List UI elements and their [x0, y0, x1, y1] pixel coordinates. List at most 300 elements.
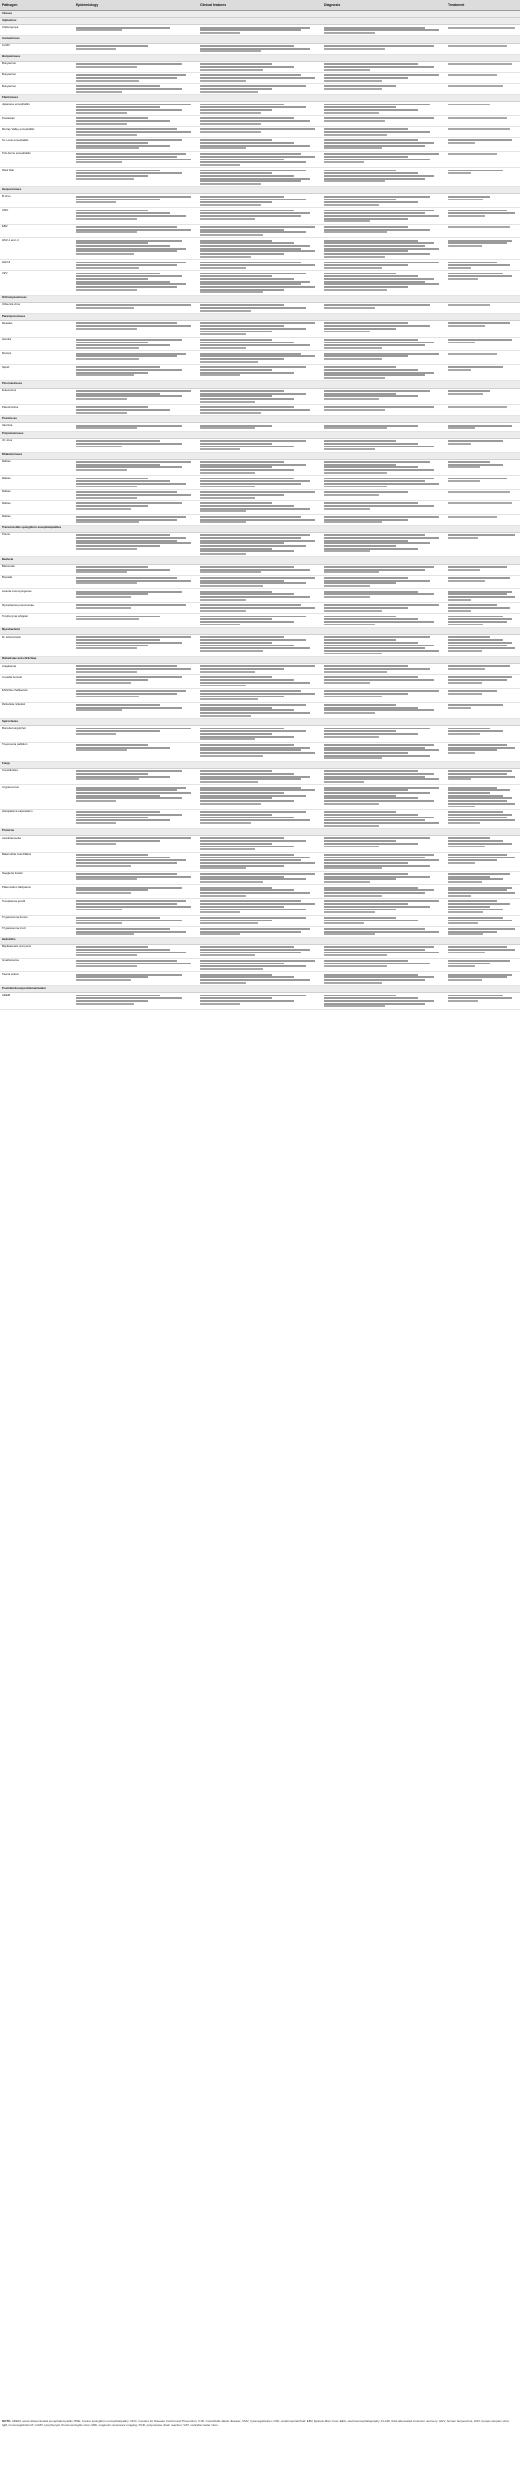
illegible-text-line — [448, 63, 512, 65]
clinical-features-cell — [198, 926, 322, 937]
illegible-text-line — [448, 668, 485, 670]
illegible-text-line — [200, 443, 272, 445]
illegible-text-line — [200, 226, 315, 228]
illegible-text-line — [324, 540, 408, 542]
table-row — [0, 532, 520, 556]
illegible-text-line — [324, 250, 408, 252]
illegible-text-line — [200, 29, 301, 31]
illegible-text-line — [200, 800, 294, 802]
illegible-text-line — [324, 800, 434, 802]
illegible-text-line — [200, 502, 272, 504]
illegible-text-line — [448, 342, 475, 344]
illegible-text-line — [448, 946, 507, 948]
illegible-text-line — [324, 604, 439, 606]
clinical-features-cell — [198, 944, 322, 958]
illegible-text-line — [200, 128, 315, 130]
diagnosis-cell — [322, 151, 446, 167]
category-row — [0, 18, 520, 25]
category-row — [0, 416, 520, 423]
illegible-text-line — [76, 147, 139, 149]
illegible-text-line — [324, 508, 370, 510]
illegible-text-line — [200, 931, 301, 933]
illegible-text-line — [76, 770, 182, 772]
illegible-text-line — [200, 156, 315, 158]
illegible-text-line — [200, 900, 301, 902]
illegible-text-line — [200, 814, 272, 816]
clinical-features-cell — [198, 43, 322, 54]
illegible-text-line — [76, 857, 170, 859]
illegible-text-line — [324, 172, 418, 174]
illegible-text-line — [324, 212, 425, 214]
illegible-text-line — [76, 618, 139, 620]
table-footnote — [2, 2420, 516, 2427]
illegible-text-line — [448, 443, 471, 445]
illegible-text-line — [448, 878, 503, 880]
illegible-text-line — [448, 881, 482, 883]
diagnosis-cell — [322, 809, 446, 828]
illegible-text-line — [76, 795, 160, 797]
diagnosis-cell — [322, 575, 446, 589]
illegible-text-line — [448, 406, 507, 408]
diagnosis-cell — [322, 702, 446, 718]
clinical-features-cell — [198, 61, 322, 72]
illegible-text-line — [324, 480, 425, 482]
illegible-text-line — [324, 639, 396, 641]
illegible-text-line — [324, 982, 382, 984]
illegible-text-line — [324, 85, 396, 87]
pathogen-cell: Nipah — [0, 364, 74, 380]
table-row — [0, 726, 520, 742]
illegible-text-line — [200, 74, 301, 76]
treatment-cell — [446, 532, 520, 556]
illegible-text-line — [200, 361, 258, 363]
treatment-cell — [446, 589, 520, 603]
illegible-text-line — [76, 797, 182, 799]
pathogen-cell: Trypanosoma cruzi — [0, 926, 74, 937]
treatment-cell — [446, 321, 520, 337]
illegible-text-line — [76, 682, 131, 684]
illegible-text-line — [324, 582, 396, 584]
illegible-text-line — [324, 653, 382, 655]
illegible-text-line — [200, 369, 272, 371]
illegible-text-line — [324, 873, 408, 875]
illegible-text-line — [324, 286, 408, 288]
illegible-text-line — [76, 210, 148, 212]
illegible-text-line — [324, 881, 370, 883]
table-row — [0, 83, 520, 94]
illegible-text-line — [324, 283, 439, 285]
illegible-text-line — [324, 618, 418, 620]
treatment-cell — [446, 972, 520, 986]
illegible-text-line — [324, 770, 418, 772]
category-row — [0, 718, 520, 725]
illegible-text-line — [324, 369, 418, 371]
illegible-text-line — [200, 781, 258, 783]
pathogen-cell: Taenia solium — [0, 972, 74, 986]
category-row — [0, 94, 520, 101]
illegible-text-line — [76, 636, 191, 638]
illegible-text-line — [448, 304, 490, 306]
table-row — [0, 575, 520, 589]
clinical-features-cell — [198, 459, 322, 475]
illegible-text-line — [324, 747, 425, 749]
column-header: Clinical features — [198, 0, 322, 11]
illegible-text-line — [324, 215, 439, 217]
illegible-text-line — [200, 787, 301, 789]
illegible-text-line — [324, 262, 439, 264]
epidemiology-cell — [74, 675, 198, 689]
epidemiology-cell — [74, 603, 198, 614]
pathogen-cell: Balamuthia mandrillaris — [0, 852, 74, 871]
category-label: Protozoa — [0, 828, 520, 835]
illegible-text-line — [200, 920, 272, 922]
illegible-text-line — [76, 106, 160, 108]
illegible-text-line — [200, 325, 284, 327]
illegible-text-line — [200, 690, 301, 692]
illegible-text-line — [76, 696, 139, 698]
illegible-text-line — [324, 781, 364, 783]
illegible-text-line — [324, 946, 434, 948]
illegible-text-line — [324, 876, 430, 878]
illegible-text-line — [200, 585, 263, 587]
epidemiology-cell — [74, 302, 198, 313]
table-row — [0, 423, 520, 431]
illegible-text-line — [200, 310, 251, 312]
illegible-text-line — [76, 593, 148, 595]
clinical-features-cell — [198, 514, 322, 525]
illegible-text-line — [448, 491, 510, 493]
illegible-text-line — [200, 505, 294, 507]
illegible-text-line — [200, 889, 294, 891]
pathogen-cell: Bartonella — [0, 564, 74, 575]
epidemiology-cell — [74, 836, 198, 852]
illegible-text-line — [448, 226, 510, 228]
clinical-features-cell — [198, 726, 322, 742]
illegible-text-line — [324, 466, 418, 468]
illegible-text-line — [448, 846, 485, 848]
diagnosis-cell — [322, 321, 446, 337]
illegible-text-line — [76, 949, 170, 951]
illegible-text-line — [448, 516, 497, 518]
illegible-text-line — [200, 540, 315, 542]
illegible-text-line — [76, 347, 139, 349]
illegible-text-line — [200, 704, 306, 706]
illegible-text-line — [200, 446, 294, 448]
illegible-text-line — [448, 566, 507, 568]
illegible-text-line — [200, 963, 284, 965]
illegible-text-line — [200, 267, 246, 269]
illegible-text-line — [76, 917, 160, 919]
illegible-text-line — [200, 201, 272, 203]
illegible-text-line — [200, 933, 240, 935]
table-row — [0, 238, 520, 260]
illegible-text-line — [324, 537, 439, 539]
illegible-text-line — [76, 859, 186, 861]
table-row — [0, 836, 520, 852]
table-row — [0, 388, 520, 404]
illegible-text-line — [200, 616, 306, 618]
diagnosis-cell — [322, 115, 446, 126]
diagnosis-cell — [322, 438, 446, 452]
illegible-text-line — [324, 331, 370, 333]
illegible-text-line — [76, 709, 122, 711]
illegible-text-line — [448, 153, 497, 155]
epidemiology-cell — [74, 260, 198, 271]
illegible-text-line — [324, 147, 382, 149]
illegible-text-line — [324, 374, 425, 376]
pathogen-cell: Chikungunya — [0, 25, 74, 36]
clinical-features-cell — [198, 809, 322, 828]
illegible-text-line — [324, 425, 418, 427]
illegible-text-line — [200, 803, 261, 805]
illegible-text-line — [448, 534, 515, 536]
illegible-text-line — [76, 250, 177, 252]
illegible-text-line — [324, 210, 434, 212]
illegible-text-line — [324, 448, 375, 450]
treatment-cell — [446, 337, 520, 351]
illegible-text-line — [324, 245, 425, 247]
illegible-text-line — [76, 273, 160, 275]
illegible-text-line — [76, 358, 139, 360]
illegible-text-line — [76, 668, 191, 670]
illegible-text-line — [200, 639, 306, 641]
illegible-text-line — [76, 104, 191, 106]
illegible-text-line — [324, 548, 418, 550]
illegible-text-line — [76, 139, 182, 141]
illegible-text-line — [324, 607, 408, 609]
illegible-text-line — [324, 355, 408, 357]
illegible-text-line — [448, 139, 512, 141]
treatment-cell — [446, 83, 520, 94]
illegible-text-line — [324, 797, 418, 799]
clinical-features-cell — [198, 532, 322, 556]
pathogen-cell: Listeria monocytogenes — [0, 589, 74, 603]
illegible-text-line — [200, 409, 310, 411]
illegible-text-line — [448, 591, 512, 593]
illegible-text-line — [200, 922, 258, 924]
illegible-text-line — [200, 911, 240, 913]
illegible-text-line — [324, 264, 408, 266]
illegible-text-line — [76, 161, 122, 163]
clinical-features-cell — [198, 194, 322, 208]
illegible-text-line — [324, 45, 434, 47]
illegible-text-line — [200, 636, 284, 638]
illegible-text-line — [76, 199, 160, 201]
category-row — [0, 525, 520, 532]
illegible-text-line — [200, 610, 246, 612]
diagnosis-cell — [322, 83, 446, 94]
illegible-text-line — [76, 461, 191, 463]
diagnosis-cell — [322, 993, 446, 1009]
illegible-text-line — [200, 393, 306, 395]
treatment-cell — [446, 25, 520, 36]
pathogen-cell: Rabies — [0, 514, 74, 525]
illegible-text-line — [324, 516, 439, 518]
illegible-text-line — [76, 226, 177, 228]
diagnosis-cell — [322, 726, 446, 742]
table-row — [0, 809, 520, 828]
illegible-text-line — [76, 773, 148, 775]
illegible-text-line — [324, 585, 370, 587]
illegible-text-line — [324, 569, 425, 571]
illegible-text-line — [76, 516, 186, 518]
clinical-features-cell — [198, 25, 322, 36]
illegible-text-line — [76, 892, 131, 894]
illegible-text-line — [200, 331, 272, 333]
illegible-text-line — [324, 104, 430, 106]
illegible-text-line — [324, 580, 430, 582]
illegible-text-line — [200, 466, 272, 468]
illegible-text-line — [324, 307, 375, 309]
illegible-text-line — [200, 837, 284, 839]
illegible-text-line — [76, 616, 160, 618]
illegible-text-line — [448, 262, 497, 264]
illegible-text-line — [200, 707, 272, 709]
clinical-features-cell — [198, 438, 322, 452]
pathogen-cell: Japanese encephalitis — [0, 102, 74, 116]
illegible-text-line — [200, 909, 306, 911]
illegible-text-line — [200, 104, 284, 106]
illegible-text-line — [200, 291, 263, 293]
illegible-text-line — [324, 803, 379, 805]
column-header: Treatment — [446, 0, 520, 11]
epidemiology-cell — [74, 364, 198, 380]
illegible-text-line — [324, 220, 370, 222]
table-row — [0, 302, 520, 313]
epidemiology-cell — [74, 208, 198, 224]
illegible-text-line — [324, 752, 408, 754]
table-row — [0, 126, 520, 137]
diagnosis-cell — [322, 271, 446, 295]
illegible-text-line — [324, 342, 434, 344]
treatment-cell — [446, 302, 520, 313]
illegible-text-line — [76, 878, 137, 880]
illegible-text-line — [200, 250, 315, 252]
illegible-text-line — [448, 730, 503, 732]
illegible-text-line — [76, 542, 191, 544]
pathogen-cell: Treponema pallidum — [0, 742, 74, 761]
illegible-text-line — [448, 196, 490, 198]
illegible-text-line — [448, 1000, 478, 1002]
illegible-text-line — [76, 267, 139, 269]
illegible-text-line — [76, 398, 127, 400]
pathogen-cell: Histoplasma capsulatum — [0, 809, 74, 828]
illegible-text-line — [76, 965, 137, 967]
illegible-text-line — [200, 569, 310, 571]
illegible-text-line — [324, 825, 379, 827]
category-row — [0, 431, 520, 438]
table-row — [0, 742, 520, 761]
illegible-text-line — [200, 946, 294, 948]
illegible-text-line — [448, 906, 490, 908]
category-row — [0, 295, 520, 302]
illegible-text-line — [200, 142, 294, 144]
illegible-text-line — [324, 789, 408, 791]
illegible-text-line — [76, 497, 137, 499]
category-row — [0, 452, 520, 459]
diagnosis-cell — [322, 351, 446, 365]
illegible-text-line — [200, 822, 251, 824]
illegible-text-line — [324, 478, 434, 480]
illegible-text-line — [324, 328, 396, 330]
epidemiology-cell — [74, 871, 198, 885]
table-row — [0, 635, 520, 657]
illegible-text-line — [76, 156, 177, 158]
category-row — [0, 627, 520, 634]
illegible-text-line — [448, 797, 512, 799]
illegible-text-line — [324, 976, 434, 978]
illegible-text-line — [324, 867, 382, 869]
illegible-text-line — [448, 887, 512, 889]
epidemiology-cell — [74, 238, 198, 260]
illegible-text-line — [200, 240, 272, 242]
illegible-text-line — [324, 736, 379, 738]
illegible-text-line — [200, 139, 272, 141]
pathogen-cell: Hendra — [0, 337, 74, 351]
clinical-features-cell — [198, 489, 322, 500]
illegible-text-line — [76, 976, 148, 978]
pathogen-cell: Borrelia burgdorferi — [0, 726, 74, 742]
pathogen-cell: B virus — [0, 194, 74, 208]
illegible-text-line — [448, 876, 490, 878]
illegible-text-line — [76, 671, 137, 673]
illegible-text-line — [324, 248, 439, 250]
diagnosis-cell — [322, 476, 446, 490]
illegible-text-line — [448, 273, 503, 275]
treatment-cell — [446, 688, 520, 702]
illegible-text-line — [200, 747, 310, 749]
illegible-text-line — [200, 159, 284, 161]
treatment-cell — [446, 871, 520, 885]
illegible-text-line — [200, 510, 246, 512]
illegible-text-line — [324, 854, 434, 856]
illegible-text-line — [76, 887, 182, 889]
treatment-cell — [446, 899, 520, 915]
illegible-text-line — [200, 242, 294, 244]
category-row — [0, 381, 520, 388]
illegible-text-line — [448, 837, 490, 839]
illegible-text-line — [76, 264, 177, 266]
diagnosis-cell — [322, 688, 446, 702]
illegible-text-line — [448, 642, 512, 644]
illegible-text-line — [200, 596, 310, 598]
treatment-cell — [446, 459, 520, 475]
illegible-text-line — [200, 401, 255, 403]
illegible-text-line — [200, 693, 315, 695]
treatment-cell — [446, 364, 520, 380]
illegible-text-line — [448, 240, 512, 242]
illegible-text-line — [200, 571, 261, 573]
illegible-text-line — [200, 534, 310, 536]
illegible-text-line — [76, 837, 191, 839]
illegible-text-line — [324, 519, 408, 521]
illegible-text-line — [448, 840, 503, 842]
illegible-text-line — [200, 647, 310, 649]
illegible-text-line — [324, 120, 385, 122]
illegible-text-line — [200, 264, 315, 266]
illegible-text-line — [448, 369, 471, 371]
illegible-text-line — [76, 733, 116, 735]
illegible-text-line — [76, 196, 191, 198]
illegible-text-line — [200, 50, 261, 52]
illegible-text-line — [76, 933, 134, 935]
illegible-text-line — [200, 229, 284, 231]
illegible-text-line — [200, 32, 240, 34]
treatment-cell — [446, 785, 520, 809]
illegible-text-line — [200, 642, 272, 644]
epidemiology-cell — [74, 224, 198, 238]
illegible-text-line — [76, 577, 177, 579]
